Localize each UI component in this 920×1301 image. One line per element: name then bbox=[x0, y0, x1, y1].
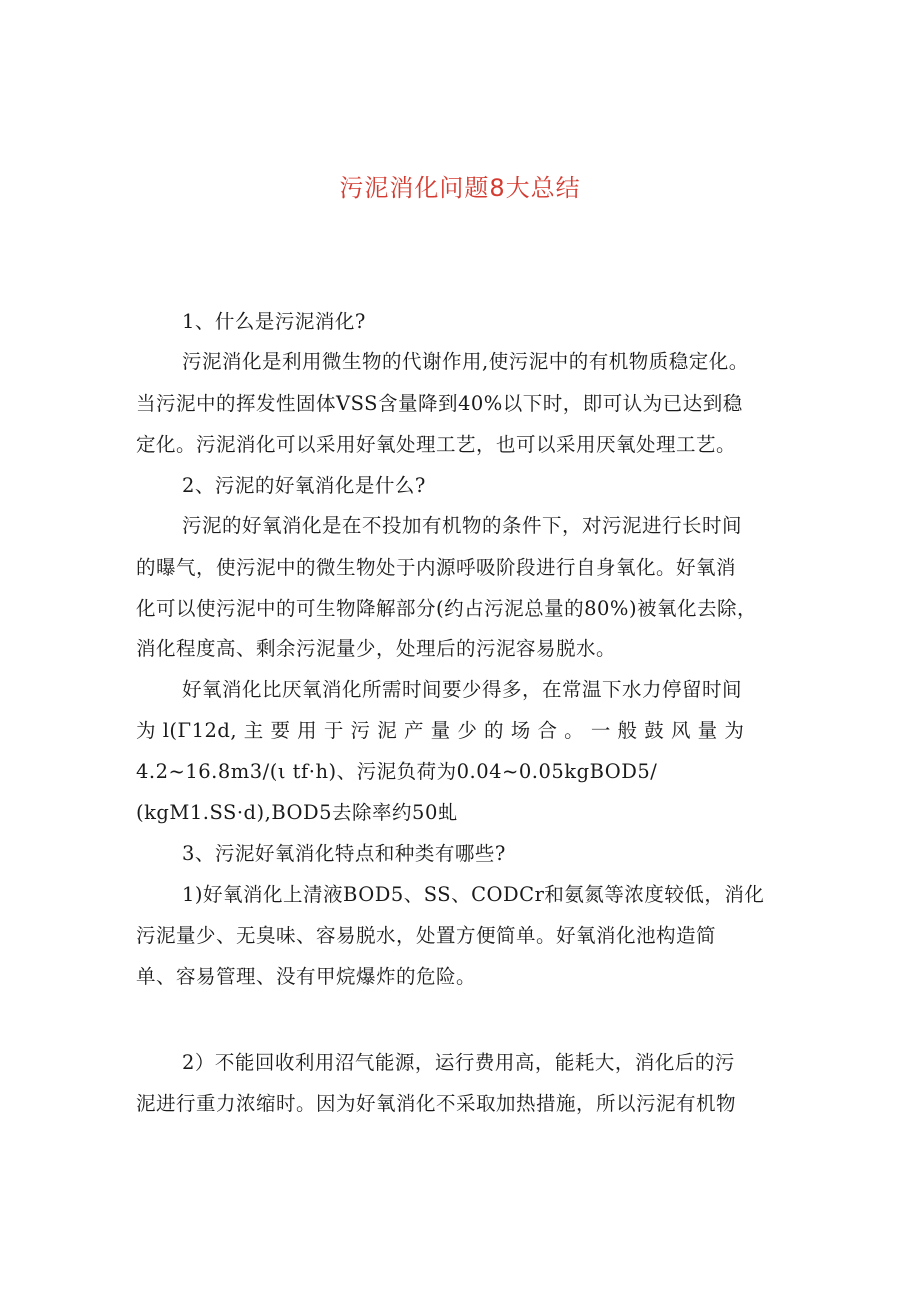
heading-q1: 1、什么是污泥消化? bbox=[182, 310, 366, 333]
paragraph-line: 泥进行重力浓缩时。因为好氧消化不采取加热措施，所以污泥有机物 bbox=[136, 1092, 737, 1115]
document-title: 污泥消化问题8大总结 bbox=[339, 174, 581, 202]
paragraph-line: 单、容易管理、没有甲烷爆炸的危险。 bbox=[136, 965, 477, 988]
paragraph-line: 的曝气，使污泥中的微生物处于内源呼吸阶段进行自身氧化。好氧消 bbox=[136, 556, 737, 579]
paragraph-line: 当污泥中的挥发性固体VSS含量降到40%以下时，即可认为已达到稳 bbox=[136, 392, 743, 415]
paragraph-line: 污泥消化是利用微生物的代谢作用,使污泥中的有机物质稳定化。 bbox=[182, 350, 749, 373]
paragraph-line: 好氧消化比厌氧消化所需时间要少得多，在常温下水力停留时间 bbox=[182, 678, 743, 701]
paragraph-line: 1)好氧消化上清液BOD5、SS、CODCr和氨氮等浓度较低，消化 bbox=[182, 883, 765, 906]
paragraph-line: 为 l(Γ12d, 主 要 用 于 污 泥 产 量 少 的 场 合 。 一 般 鼓 风 量 为 bbox=[136, 719, 745, 742]
paragraph-line: 污泥的好氧消化是在不投加有机物的条件下，对污泥进行长时间 bbox=[182, 514, 743, 537]
paragraph-line: 4.2~16.8m3/(ι tf·h)、污泥负荷为0.04~0.05kgBOD5/ bbox=[136, 760, 658, 783]
heading-q2: 2、污泥的好氧消化是什么? bbox=[182, 474, 426, 497]
paragraph-line: 消化程度高、剩余污泥量少，处理后的污泥容易脱水。 bbox=[136, 637, 617, 660]
paragraph-line: (kgM1.SS·d),BOD5去除率约50虬 bbox=[136, 801, 458, 824]
paragraph-line: 污泥量少、无臭味、容易脱水，处置方便简单。好氧消化池构造简 bbox=[136, 924, 717, 947]
paragraph-line: 化可以使污泥中的可生物降解部分(约占污泥总量的80%)被氧化去除， bbox=[136, 597, 758, 620]
heading-q3: 3、污泥好氧消化特点和种类有哪些? bbox=[182, 842, 506, 865]
paragraph-line: 定化。污泥消化可以采用好氧处理工艺，也可以采用厌氧处理工艺。 bbox=[136, 433, 737, 456]
paragraph-line: 2）不能回收利用沼气能源，运行费用高，能耗大，消化后的污 bbox=[182, 1051, 735, 1074]
